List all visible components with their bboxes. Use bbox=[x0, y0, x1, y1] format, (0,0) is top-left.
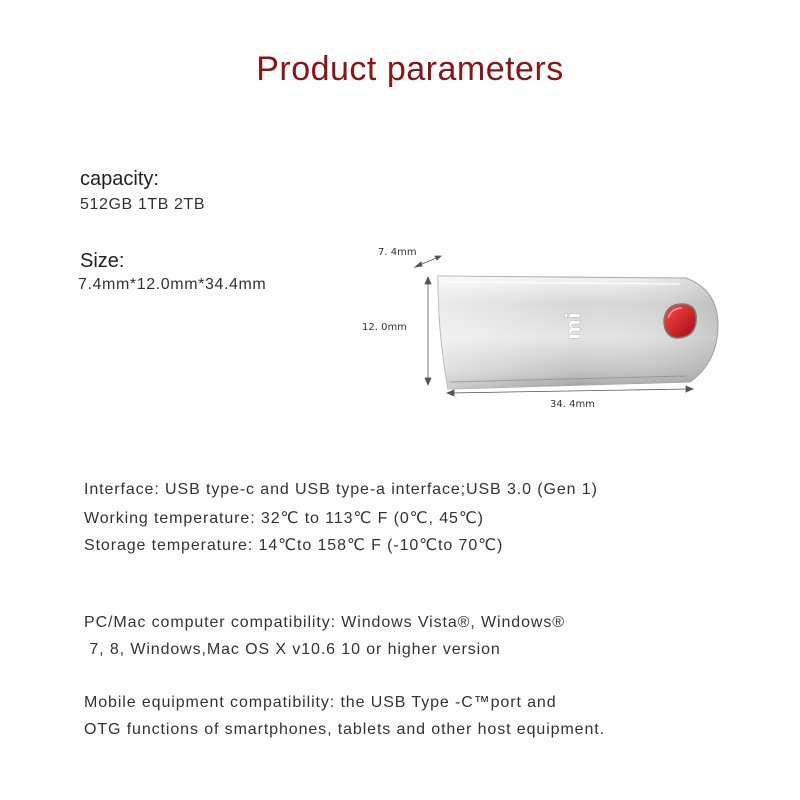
spec-pc-compatibility-line1: PC/Mac computer compatibility: Windows Vista®, Windows® bbox=[84, 614, 565, 631]
keyring-hole bbox=[664, 304, 696, 338]
spec-working-temperature: Working temperature: 32℃ to 113℃ F (0℃, 45℃) bbox=[84, 510, 484, 527]
capacity-value: 512GB 1TB 2TB bbox=[80, 196, 206, 213]
size-value: 7.4mm*12.0mm*34.4mm bbox=[78, 276, 267, 293]
page-title: Product parameters bbox=[256, 50, 564, 88]
spec-mobile-compatibility-line2: OTG functions of smartphones, tablets and other host equipment. bbox=[84, 721, 605, 738]
spec-pc-compatibility-line2: 7, 8, Windows,Mac OS X v10.6 10 or higher version bbox=[84, 641, 501, 658]
dim-height-label: 12. 0mm bbox=[362, 322, 407, 333]
dim-thickness-label: 7. 4mm bbox=[378, 247, 417, 258]
brand-logo-icon: mi bbox=[561, 312, 585, 340]
capacity-label: capacity: bbox=[80, 168, 159, 190]
spec-mobile-compatibility-line1: Mobile equipment compatibility: the USB Type -C™port and bbox=[84, 694, 557, 711]
spec-storage-temperature: Storage temperature: 14℃to 158℃ F (-10℃to 70℃) bbox=[84, 537, 504, 554]
dim-length-label: 34. 4mm bbox=[550, 399, 595, 410]
spec-interface: Interface: USB type-c and USB type-a interface;USB 3.0 (Gen 1) bbox=[84, 481, 598, 498]
size-label: Size: bbox=[80, 250, 125, 272]
